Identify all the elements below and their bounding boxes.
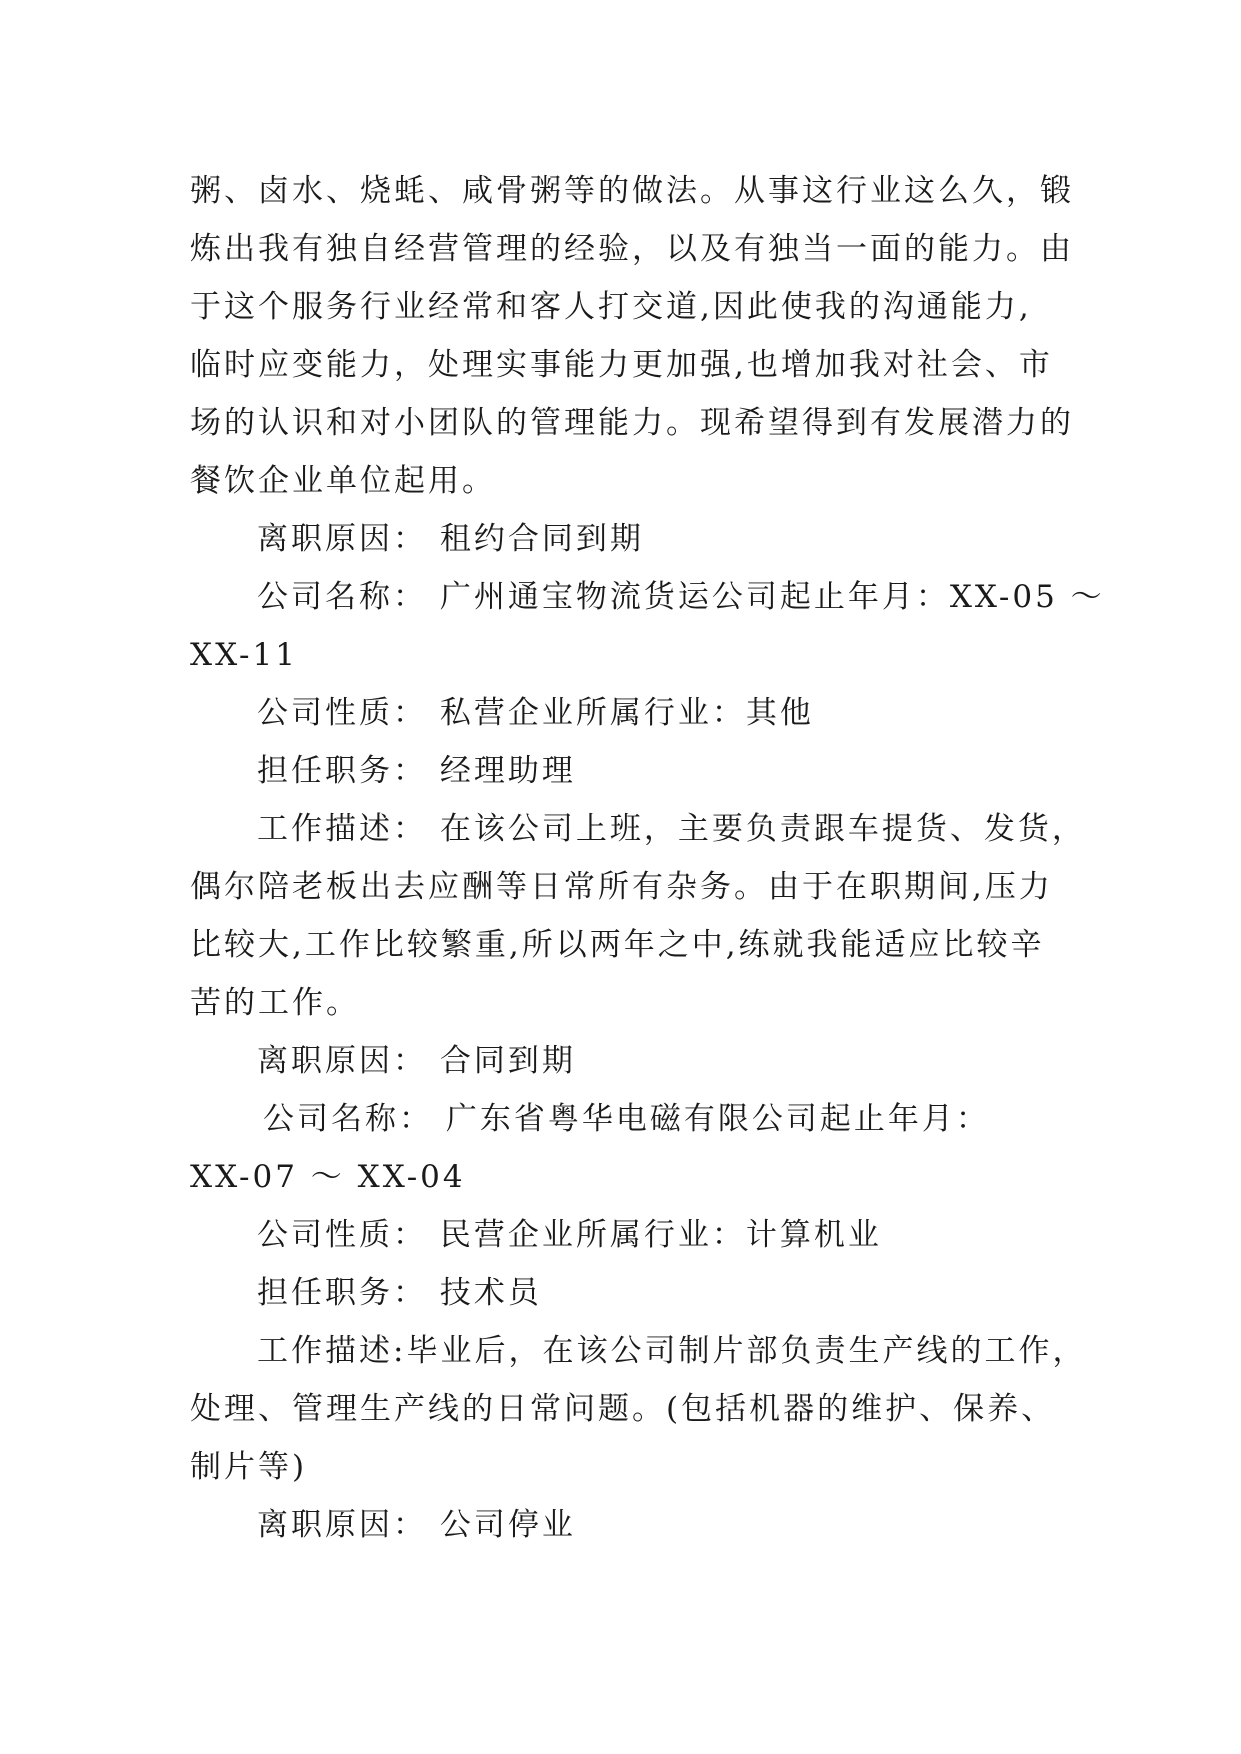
text-line: 临时应变能力，处理实事能力更加强,也增加我对社会、市 [190,347,1053,383]
text-line: 炼出我有独自经营管理的经验，以及有独当一面的能力。由 [190,231,1074,267]
text-line: 离职原因： 合同到期 [257,1043,576,1079]
text-line: 粥、卤水、烧蚝、咸骨粥等的做法。从事这行业这么久，锻 [190,173,1074,209]
text-line: 公司名称： 广东省粤华电磁有限公司起止年月： [263,1101,990,1137]
text-line: 比较大,工作比较繁重,所以两年之中,练就我能适应比较辛 [190,927,1045,963]
company-name-2 [190,568,1105,684]
text-line: XX-07 ～ XX-04 [190,1159,466,1195]
paragraph-restaurant-experience [190,162,1074,510]
text-line: XX-11 [190,637,298,673]
text-line: 离职原因： 公司停业 [257,1507,576,1543]
text-line: 公司性质： 私营企业所属行业：其他 [257,695,814,731]
company-type-3 [190,1206,1060,1264]
document-body [190,162,1105,1554]
text-line: 工作描述： 在该公司上班，主要负责跟车提货、发货， [257,811,1086,847]
text-line: 偶尔陪老板出去应酬等日常所有杂务。由于在职期间,压力 [190,869,1053,905]
job-description-2 [190,800,1086,1032]
text-line: 苦的工作。 [190,985,360,1021]
text-line: 担任职务： 技术员 [257,1275,542,1311]
text-line: 离职原因： 租约合同到期 [257,521,644,557]
leave-reason-2 [190,1032,1060,1090]
text-line: 担任职务： 经理助理 [257,753,576,789]
job-title-2 [190,742,1060,800]
text-line: 于这个服务行业经常和客人打交道,因此使我的沟通能力, [190,289,1032,325]
company-name-3 [190,1090,1060,1206]
job-title-3 [190,1264,1060,1322]
text-line: 公司名称： 广州通宝物流货运公司起止年月：XX-05 ～ [257,579,1105,615]
text-line: 制片等) [190,1449,308,1485]
job-description-3 [190,1322,1087,1496]
text-line: 处理、管理生产线的日常问题。(包括机器的维护、保养、 [190,1391,1056,1427]
leave-reason-3 [190,1496,1060,1554]
text-line: 工作描述:毕业后，在该公司制片部负责生产线的工作， [257,1333,1087,1369]
text-line: 场的认识和对小团队的管理能力。现希望得到有发展潜力的 [190,405,1074,441]
leave-reason-1 [190,510,1060,568]
text-line: 餐饮企业单位起用。 [190,463,496,499]
text-line: 公司性质： 民营企业所属行业：计算机业 [257,1217,882,1253]
company-type-2 [190,684,1060,742]
